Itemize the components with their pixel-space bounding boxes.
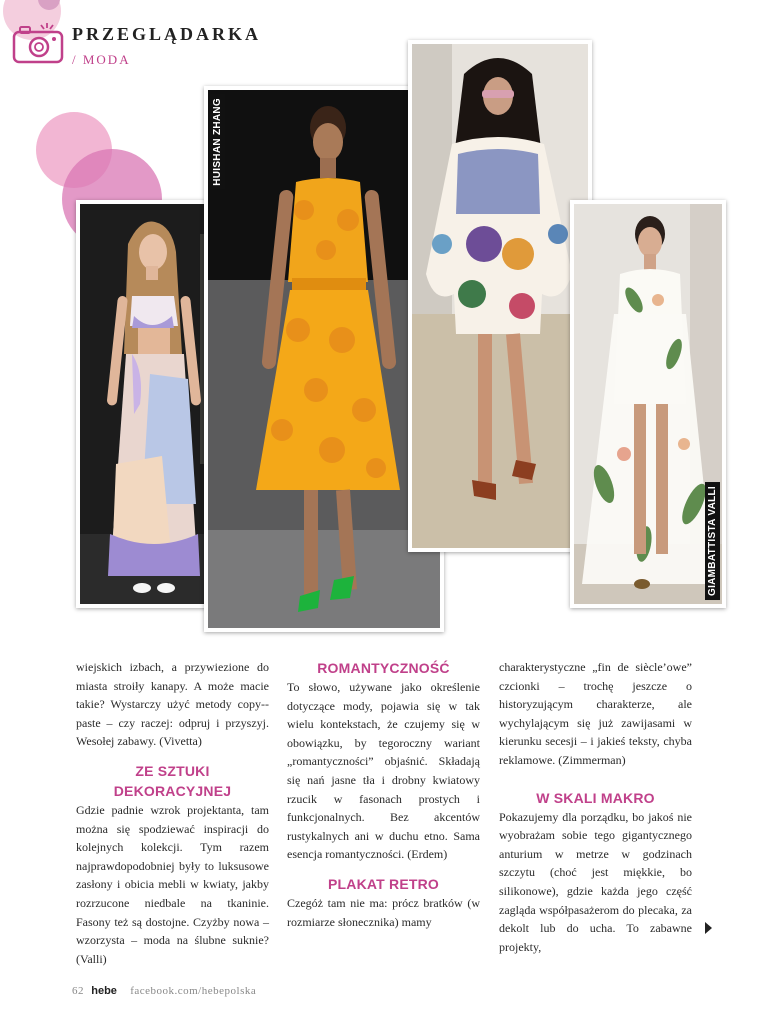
photo-image: [412, 44, 588, 548]
text-column-2: [287, 658, 480, 931]
subheading: ROMANTYCZNOŚĆ: [317, 660, 450, 676]
paragraph: charakterystyczne „fin de siècle’owe” czcionki – trochę jeszcze o historyzującym charakterze, ale wychylającym się już zawijasami w kierunku secesji – i jakieś teksty, chyba reklamowe. (Zimmerman): [499, 660, 692, 767]
photo-image: [574, 204, 722, 604]
photo-credit: HUISHAN ZHANG: [210, 94, 225, 190]
paragraph: wiejskich izbach, a przywiezione do miasta stroiły kanapy. A może macie takie? Wystarczy użyć metody copy--paste – czy raczej: odpruj i przyszyj. Wesołej zabawy. (Vivetta): [76, 660, 269, 749]
paragraph: Pokazujemy dla porządku, bo jakoś nie wyobrażam sobie tego gigantycznego anturium w metrze w godzinach szczytu (choć jest miękkie, bo silikonowe), gdzie każda jego część zagląda współpasażerom do plecaka, za dekolt lub do ucha. To zabawne projekty,: [499, 809, 692, 954]
photo-image: [208, 90, 440, 628]
footer-url[interactable]: facebook.com/hebepolska: [130, 985, 257, 997]
subheading: ZE SZTUKI DEKORACYJNEJ: [113, 762, 232, 799]
paragraph: Gdzie padnie wzrok projektanta, tam można się spodziewać inspiracji do kolejnych kolekcji. Tym razem najprawdopodobniej były to luksusowe zasłony i obicia mebli w kwiaty, jakby rozrzucone niedbale na tkaninie. Fasony też są dostojne. Czyżby nowa – wzorzysta – moda na ślubne suknie? (Valli): [76, 802, 269, 966]
subheading: PLAKAT RETRO: [327, 875, 440, 892]
camera-icon: [12, 20, 64, 64]
photo-credit: GIAMBATTISTA VALLI: [705, 482, 720, 600]
paragraph: To słowo, używane jako określenie dotyczące mody, pojawia się w tak wielu kontekstach, że czujemy się w obowiązku, by tegoroczny wariant „romantyczności” objaśnić. Składają się nań jasne tła i drobny kwiatowy rzucik w fasonach prostych i funkcjonalnych. Bez akcentów rustykalnych ani w duchu etno. Sama esencja romantyczności. (Erdem): [287, 680, 480, 862]
page-number: 62: [72, 985, 84, 997]
text-column-3: [499, 658, 692, 956]
continue-arrow-icon: [705, 922, 712, 934]
section-title: PRZEGLĄDARKA: [72, 24, 262, 44]
subheading: W SKALI MAKRO: [536, 789, 655, 806]
fashion-photo-zimmermann: [408, 40, 592, 552]
paragraph: Czegóż tam nie ma: prócz bratków (w rozmiarze słonecznika) mamy: [287, 895, 480, 929]
text-column-1: [76, 658, 269, 968]
brand-logo: hebe: [91, 985, 117, 997]
fashion-photo-giambattista-valli: [570, 200, 726, 608]
page-footer: [72, 985, 256, 997]
section-subtitle: / MODA: [72, 52, 131, 67]
